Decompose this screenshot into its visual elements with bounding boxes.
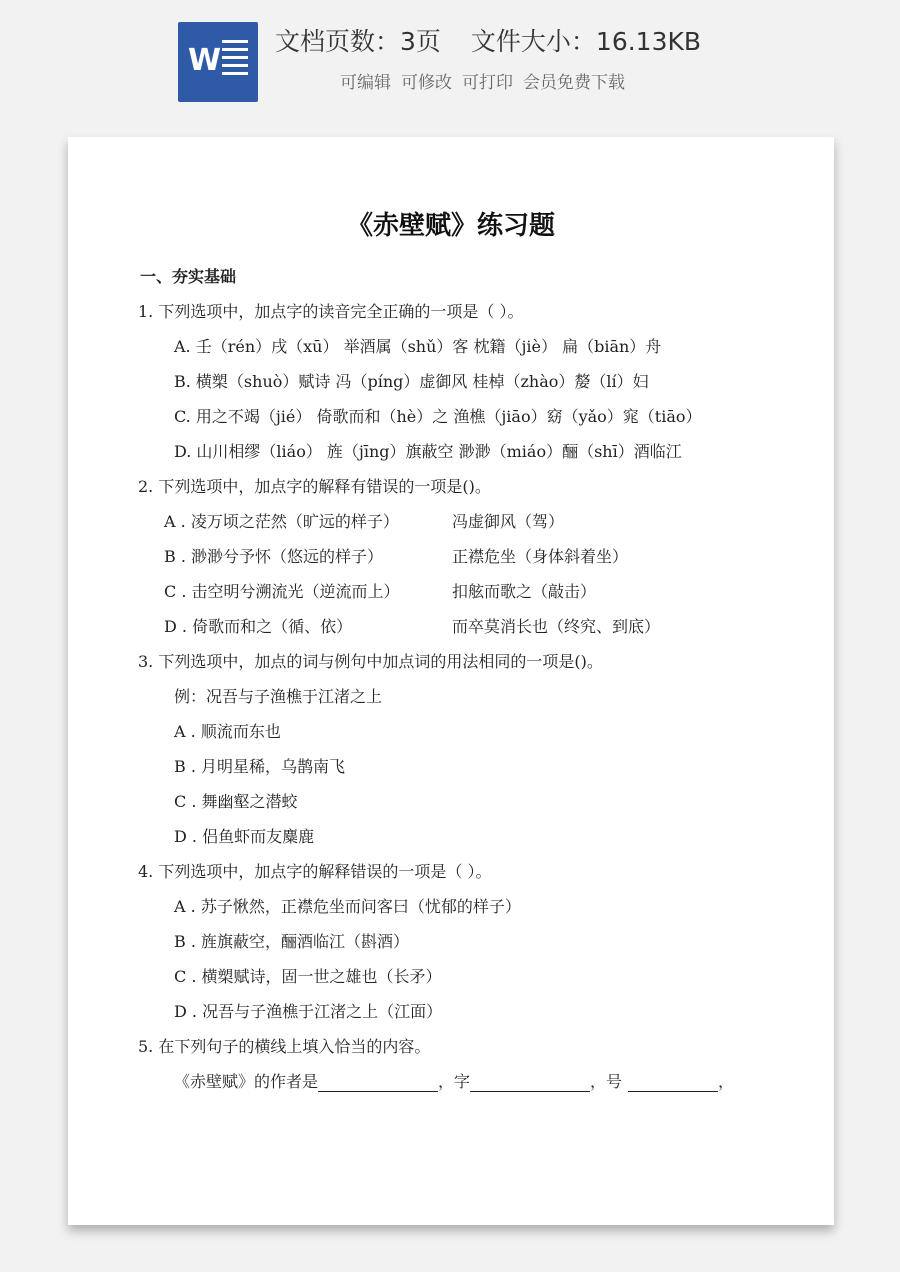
fill-prompt-art-name: ，号 <box>590 1072 623 1091</box>
question-2-option-b-2: 正襟危坐（身体斜着坐） <box>452 547 629 566</box>
perm-member-download: 会员免费下载 <box>523 73 625 93</box>
question-4-option-d: D . 况吾与子渔樵于江渚之上（江面） <box>174 1002 443 1021</box>
permissions <box>340 68 625 93</box>
fill-prompt-author: 《赤壁赋》的作者是 <box>174 1072 319 1091</box>
question-4-option-b: B . 旌旗蔽空，酾酒临江（斟酒） <box>174 932 410 951</box>
question-2-stem: 2. 下列选项中，加点字的解释有错误的一项是()。 <box>138 477 491 496</box>
question-3-option-d: D . 侣鱼虾而友麋鹿 <box>174 827 315 846</box>
question-1-stem: 1. 下列选项中，加点字的读音完全正确的一项是（ ）。 <box>138 302 524 321</box>
question-4-option-c: C . 横槊赋诗，固一世之雄也（长矛） <box>174 967 442 986</box>
question-3-stem: 3. 下列选项中，加点的词与例句中加点词的用法相同的一项是()。 <box>138 652 603 671</box>
document-meta <box>275 22 701 58</box>
question-2-option-a-2: 冯虚御风（驾） <box>452 512 565 531</box>
word-document-icon <box>178 22 258 102</box>
question-3-example: 例：况吾与子渔樵于江渚之上 <box>174 687 383 706</box>
perm-modifiable: 可修改 <box>401 73 452 93</box>
section-heading: 一、夯实基础 <box>140 267 237 286</box>
question-4-option-a: A . 苏子愀然，正襟危坐而问客曰（忧郁的样子） <box>174 897 521 916</box>
question-5-fill-line <box>174 1072 734 1092</box>
document-info-header <box>0 0 900 118</box>
document-page <box>68 137 834 1225</box>
question-1-option-b: B. 横槊（shuò）赋诗 冯（píng）虚御风 桂棹（zhào）嫠（lí）妇 <box>174 372 649 391</box>
question-4-stem: 4. 下列选项中，加点字的解释错误的一项是（ ）。 <box>138 862 492 881</box>
document-title: 《赤壁赋》练习题 <box>346 211 555 241</box>
page-count: 文档页数：3页 <box>275 27 441 56</box>
question-2-option-d-1: D . 倚歌而和之（循、依） <box>164 617 353 636</box>
perm-editable: 可编辑 <box>340 73 391 93</box>
perm-printable: 可打印 <box>462 73 513 93</box>
question-1-option-c: C. 用之不竭（jié） 倚歌而和（hè）之 渔樵（jiāo）窈（yǎo）窕（tiāo） <box>174 407 702 426</box>
question-1-option-d: D. 山川相缪（liáo） 旌（jīng）旗蔽空 渺渺（miáo）酾（shī）酒临江 <box>174 442 682 461</box>
question-2-option-c-1: C . 击空明兮溯流光（逆流而上） <box>164 582 400 601</box>
blank-courtesy-name[interactable] <box>470 1073 590 1092</box>
question-3-option-c: C . 舞幽壑之潜蛟 <box>174 792 298 811</box>
file-size: 文件大小：16.13KB <box>470 27 702 56</box>
question-5-stem: 5. 在下列句子的横线上填入恰当的内容。 <box>138 1037 431 1056</box>
question-3-option-a: A . 顺流而东也 <box>174 722 281 741</box>
question-2-option-c-2: 扣舷而歌之（敲击） <box>452 582 597 601</box>
question-1-option-a: A. 壬（rén）戌（xū） 举酒属（shǔ）客 枕籍（jiè） 扁（biān）舟 <box>174 337 662 356</box>
word-icon-letter: W <box>188 43 221 78</box>
word-icon-lines <box>222 40 248 80</box>
blank-art-name[interactable] <box>628 1073 718 1092</box>
question-2-option-d-2: 而卒莫消长也（终究、到底） <box>452 617 661 636</box>
question-2-option-a-1: A . 凌万顷之茫然（旷远的样子） <box>164 512 399 531</box>
fill-prompt-courtesy-name: ，字 <box>438 1072 471 1091</box>
blank-author[interactable] <box>318 1073 438 1092</box>
fill-prompt-end: ， <box>718 1072 735 1091</box>
question-2-option-b-1: B . 渺渺兮予怀（悠远的样子） <box>164 547 384 566</box>
question-3-option-b: B . 月明星稀，乌鹊南飞 <box>174 757 346 776</box>
